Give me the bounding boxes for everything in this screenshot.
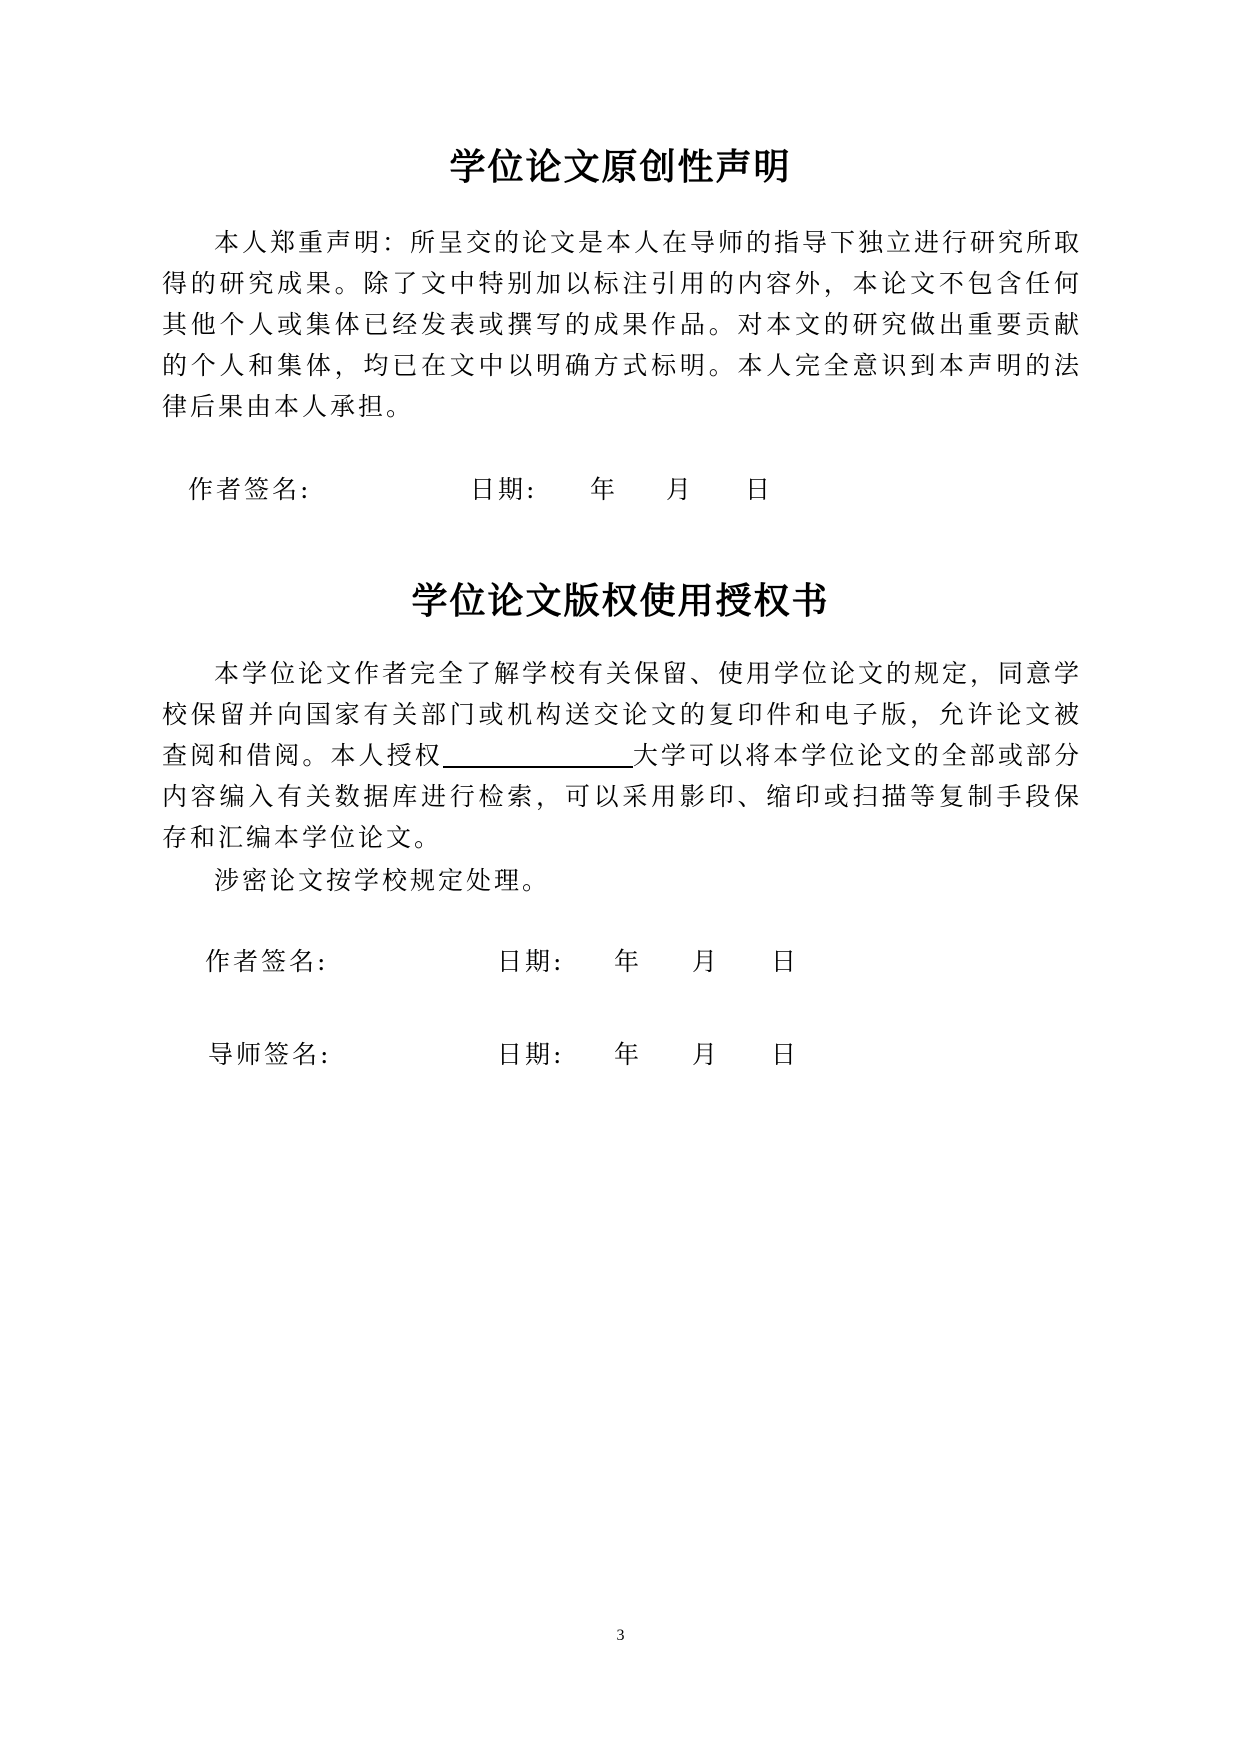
- year-label: 年: [590, 475, 619, 504]
- author-signature-label: 作者签名:: [205, 947, 329, 976]
- authorization-title: 学位论文版权使用授权书: [411, 581, 830, 622]
- day-label: 日: [745, 475, 774, 504]
- month-label: 月: [692, 1040, 721, 1069]
- day-label: 日: [771, 947, 800, 976]
- declaration-title: 学位论文原创性声明: [449, 147, 792, 188]
- month-label: 月: [692, 947, 721, 976]
- month-label: 月: [666, 475, 695, 504]
- university-name-blank: [443, 738, 633, 768]
- declaration-body: 本人郑重声明：所呈交的论文是本人在导师的指导下独立进行研究所取得的研究成果。除了文中特别加以标注引用的内容外，本论文不包含任何其他个人或集体已经发表或撰写的成果作品。对本文的研究做出重要贡献的个人和集体，均已在文中以明确方式标明。本人完全意识到本声明的法律后果由本人承担。: [162, 228, 1083, 421]
- year-label: 年: [614, 947, 643, 976]
- date-label: 日期:: [497, 947, 565, 976]
- authorization-advisor-signature-row: [0, 1037, 1241, 1073]
- declaration-signature-row: [0, 472, 1241, 508]
- date-label: 日期:: [470, 475, 538, 504]
- authorization-body-part-1: 本学位论文作者完全了解学校有关保留、使用学位论文的规定，同意学校保留并向国家有关部门或机构送交论文的复印件和电子版，允许论文被查阅和借阅。本人授权: [162, 659, 1083, 770]
- authorization-author-signature-row: [0, 944, 1241, 980]
- day-label: 日: [771, 1040, 800, 1069]
- date-label: 日期:: [497, 1040, 565, 1069]
- advisor-signature-label: 导师签名:: [208, 1040, 332, 1069]
- author-signature-label: 作者签名:: [188, 475, 312, 504]
- page-number: 3: [616, 1627, 625, 1644]
- secret-thesis-note: 涉密论文按学校规定处理。: [214, 866, 551, 895]
- authorization-body-part-2: 大学可以将本学位论文的全部或部分内容编入有关数据库进行检索，可以采用影印、缩印或扫描等复制手段保存和汇编本学位论文。: [162, 741, 1082, 852]
- year-label: 年: [614, 1040, 643, 1069]
- authorization-body: [162, 653, 1082, 858]
